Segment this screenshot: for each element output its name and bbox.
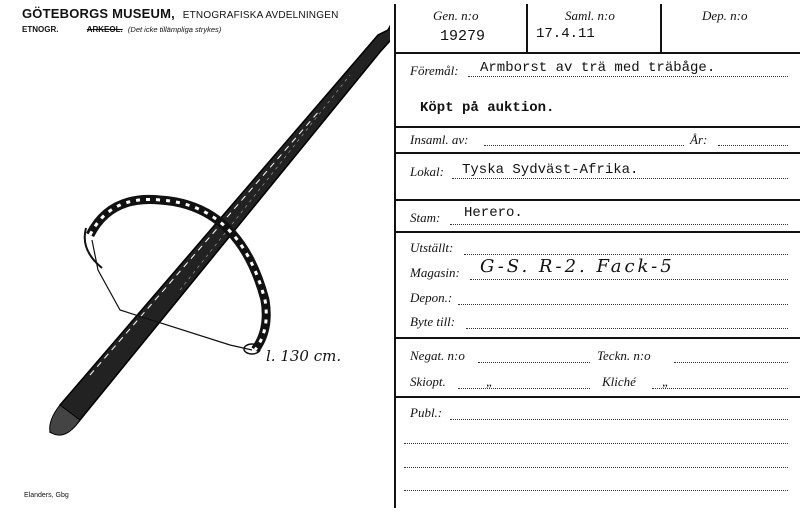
utstallt-line	[464, 254, 788, 255]
insaml-line	[484, 145, 684, 146]
utstallt-label: Utställt:	[410, 240, 454, 255]
crossbow-drawing	[20, 0, 390, 512]
rule-lokal	[394, 199, 800, 201]
gen-no-label: Gen. n:o	[433, 8, 479, 23]
rule-foremal	[394, 126, 800, 128]
lokal-line	[452, 178, 788, 179]
kliche-line	[652, 388, 788, 389]
foremal-line	[468, 76, 788, 77]
struck-category: ARKEOL.	[86, 25, 123, 34]
publ-line-1	[450, 419, 788, 420]
skiopt-value: „	[486, 374, 494, 389]
magasin-line	[470, 279, 788, 280]
teckn-label: Teckn. n:o	[597, 348, 651, 363]
byte-line	[466, 328, 788, 329]
skiopt-label: Skiopt.	[410, 374, 446, 389]
saml-no-label: Saml. n:o	[565, 8, 615, 23]
magasin-label: Magasin:	[410, 265, 460, 280]
header-bottom-rule	[394, 52, 800, 54]
depon-line	[458, 304, 788, 305]
museum-name: GÖTEBORGS MUSEUM,	[22, 6, 175, 21]
magasin-value: G-S. R-2. Fack-5	[480, 256, 675, 277]
kliche-label: Kliché	[602, 374, 636, 389]
publ-label: Publ.:	[410, 405, 443, 420]
ar-label: År:	[690, 132, 708, 147]
skiopt-line	[458, 388, 590, 389]
kliche-value: „	[662, 374, 670, 389]
length-annotation: l. 130 cm.	[266, 347, 342, 365]
gen-no-value: 19279	[440, 28, 486, 45]
header-divider-2	[660, 4, 662, 52]
header-divider-1	[526, 4, 528, 52]
rule-stam	[394, 231, 800, 233]
card-left-border	[394, 4, 396, 508]
publ-line-4	[404, 490, 788, 491]
rule-insaml	[394, 152, 800, 154]
depon-label: Depon.:	[410, 290, 453, 305]
foremal-value: Armborst av trä med träbåge.	[480, 60, 716, 76]
foremal-label: Föremål:	[410, 63, 459, 78]
saml-no-value: 17.4.11	[536, 26, 595, 42]
byte-label: Byte till:	[410, 314, 456, 329]
purchase-note: Köpt på auktion.	[420, 100, 555, 116]
negat-label: Negat. n:o	[410, 348, 465, 363]
lokal-value: Tyska Sydväst-Afrika.	[462, 162, 639, 178]
publ-line-2	[404, 443, 788, 444]
negat-line	[478, 362, 590, 363]
teckn-line	[674, 362, 788, 363]
insaml-label: Insaml. av:	[410, 132, 469, 147]
printer-imprint: Elanders, Gbg	[24, 492, 69, 499]
stam-line	[450, 224, 788, 225]
dep-no-label: Dep. n:o	[702, 8, 748, 23]
rule-byte	[394, 337, 800, 339]
publ-line-3	[404, 467, 788, 468]
rule-skiopt	[394, 396, 800, 398]
stam-value: Herero.	[464, 205, 523, 221]
department-name: ETNOGRAFISKA AVDELNINGEN	[182, 10, 339, 21]
lokal-label: Lokal:	[410, 164, 444, 179]
strike-note: (Det icke tillämpliga strykes)	[127, 25, 222, 34]
stam-label: Stam:	[410, 210, 441, 225]
category-prefix: ETNOGR.	[22, 25, 59, 34]
ar-line	[718, 145, 788, 146]
